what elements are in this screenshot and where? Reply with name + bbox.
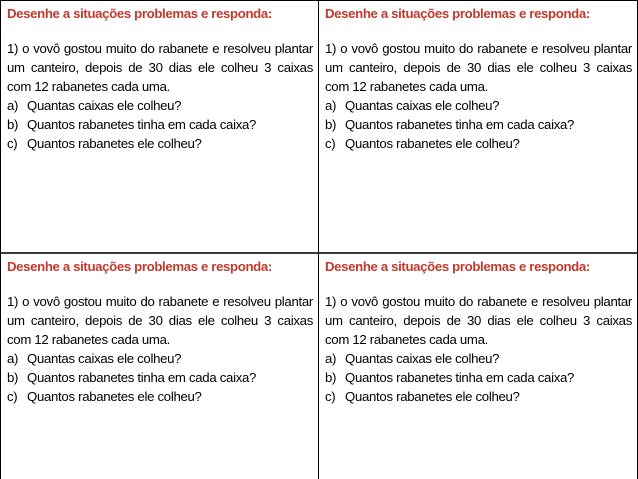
question-label: a) xyxy=(325,351,337,366)
question-item xyxy=(7,96,313,115)
question-item xyxy=(7,134,313,153)
question-label: c) xyxy=(7,389,18,404)
question-label: a) xyxy=(7,351,19,366)
question-item xyxy=(7,368,313,387)
question-text: Quantos rabanetes tinha em cada caixa? xyxy=(345,370,575,385)
question-item xyxy=(325,96,632,115)
problem-text: 1) o vovô gostou muito do rabanete e resolveu plantar um canteiro, depois de 30 dias ele colheu 3 caixas com 12 rabanetes cada uma. xyxy=(7,41,313,94)
question-item xyxy=(325,115,632,134)
problem-text: 1) o vovô gostou muito do rabanete e resolveu plantar um canteiro, depois de 30 dias ele colheu 3 caixas com 12 rabanetes cada uma. xyxy=(325,41,632,94)
spacer xyxy=(325,23,632,39)
question-label: b) xyxy=(7,117,19,132)
card-title: Desenhe a situações problemas e responda: xyxy=(7,6,272,21)
question-list xyxy=(7,349,313,406)
question-text: Quantas caixas ele colheu? xyxy=(27,351,182,366)
question-item xyxy=(325,368,632,387)
question-item xyxy=(7,115,313,134)
question-label: b) xyxy=(7,370,19,385)
question-label: c) xyxy=(325,389,336,404)
question-list xyxy=(325,349,632,406)
question-text: Quantas caixas ele colheu? xyxy=(345,351,500,366)
question-label: a) xyxy=(7,98,19,113)
card-title: Desenhe a situações problemas e responda: xyxy=(325,259,590,274)
spacer xyxy=(7,23,313,39)
question-text: Quantos rabanetes ele colheu? xyxy=(345,136,520,151)
question-item xyxy=(7,349,313,368)
question-list xyxy=(325,96,632,153)
question-item xyxy=(325,349,632,368)
question-item xyxy=(325,134,632,153)
question-text: Quantas caixas ele colheu? xyxy=(345,98,500,113)
question-item xyxy=(7,387,313,406)
question-label: c) xyxy=(325,136,336,151)
card-title: Desenhe a situações problemas e responda: xyxy=(7,259,272,274)
question-text: Quantos rabanetes ele colheu? xyxy=(345,389,520,404)
question-label: a) xyxy=(325,98,337,113)
question-item xyxy=(325,387,632,406)
question-label: b) xyxy=(325,370,337,385)
question-text: Quantos rabanetes tinha em cada caixa? xyxy=(27,117,257,132)
problem-text: 1) o vovô gostou muito do rabanete e resolveu plantar um canteiro, depois de 30 dias ele colheu 3 caixas com 12 rabanetes cada uma. xyxy=(7,294,313,347)
problem-card-1 xyxy=(0,0,319,254)
question-label: c) xyxy=(7,136,18,151)
question-list xyxy=(7,96,313,153)
spacer xyxy=(325,276,632,292)
spacer xyxy=(7,276,313,292)
problem-card-4 xyxy=(319,254,638,479)
question-text: Quantos rabanetes tinha em cada caixa? xyxy=(345,117,575,132)
problem-card-3 xyxy=(0,254,319,479)
question-text: Quantos rabanetes ele colheu? xyxy=(27,136,202,151)
problem-text: 1) o vovô gostou muito do rabanete e resolveu plantar um canteiro, depois de 30 dias ele colheu 3 caixas com 12 rabanetes cada uma. xyxy=(325,294,632,347)
question-text: Quantas caixas ele colheu? xyxy=(27,98,182,113)
question-text: Quantos rabanetes tinha em cada caixa? xyxy=(27,370,257,385)
problem-card-2 xyxy=(319,0,638,254)
card-title: Desenhe a situações problemas e responda: xyxy=(325,6,590,21)
question-label: b) xyxy=(325,117,337,132)
question-text: Quantos rabanetes ele colheu? xyxy=(27,389,202,404)
